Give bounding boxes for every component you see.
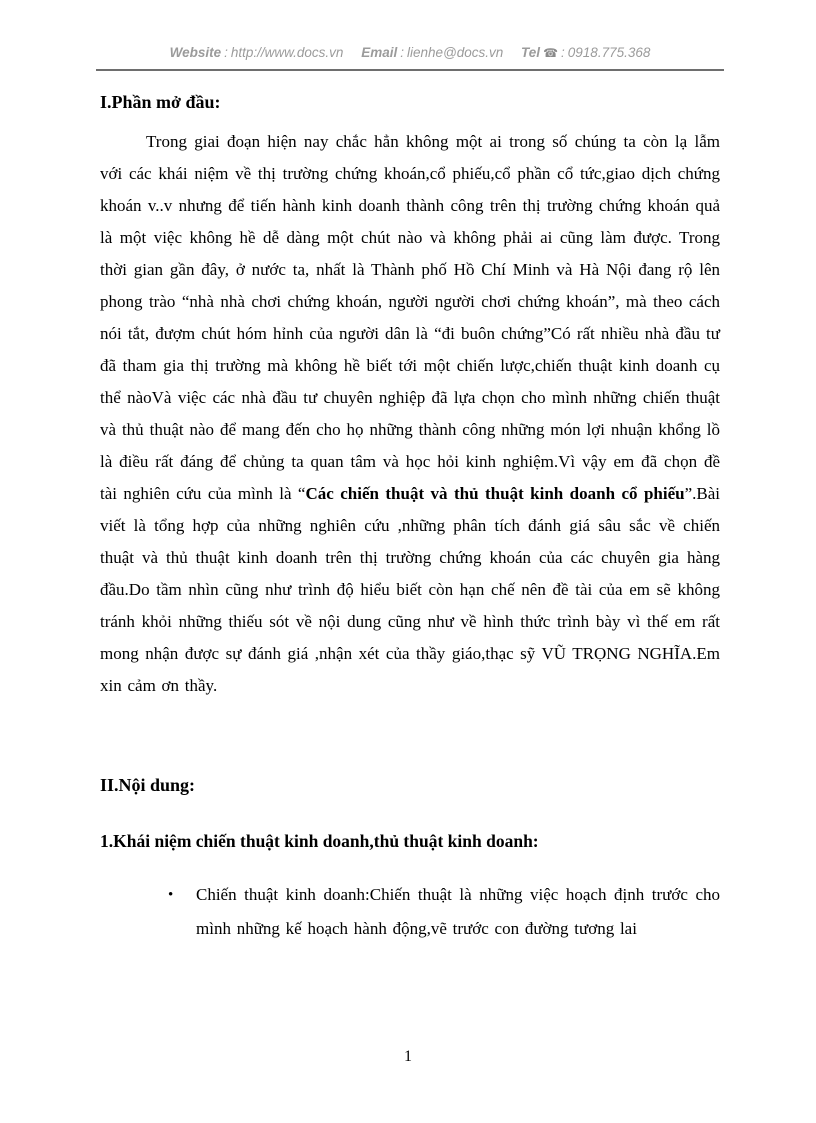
intro-paragraph-part2: ”.Bài viết là tổng hợp của những nghiên cứu ,những phân tích đánh giá sâu sắc về chiến thuật và thủ thuật kinh doanh trên thị trường chứng khoán của các chuyên gia hàng đầu.Do tầm nhìn cũng như trình độ hiểu biết còn hạn chế nên đề tài của em sẽ không tránh khỏi những thiếu sót về nội dung cũng như về hình thức trình bày vì thế em rất mong nhận được sự đánh giá ,nhận xét của thầy giáo,thạc sỹ VŨ TRỌNG NGHĨA.Em xin cảm ơn thầy. [100,484,720,695]
list-item-text: Chiến thuật kinh doanh:Chiến thuật là những việc hoạch định trước cho mình những kế hoạch hành động,vẽ trước con đường tương lai [196,885,720,938]
bullet-icon: • [168,887,174,903]
tel-value: 0918.775.368 [567,45,651,60]
intro-paragraph-part1: Trong giai đoạn hiện nay chắc hẳn không một ai trong số chúng ta còn lạ lẫm với các khái niệm về thị trường chứng khoán,cổ phiếu,cổ phần cổ tức,giao dịch chứng khoán v..v nhưng để tiến hành kinh doanh thành công trên thị trường chứng khoán quả là một việc không hề dễ dàng một chút nào và không phải ai cũng làm được. Trong thời gian gần đây, ở nước ta, nhất là Thành phố Hồ Chí Minh và Hà Nội đang rộ lên phong trào “nhà nhà chơi chứng khoán, người người chơi chứng khoán”, mà theo cách nói tắt, đượm chút hóm hỉnh của người dân là “đi buôn chứng”Có rất nhiều nhà đầu tư đã tham gia thị trường mà không hề biết tới một chiến lược,chiến thuật kinh doanh cụ thể nàoVà việc các nhà đầu tư chuyên nghiệp đã lựa chọn cho mình những chiến thuật và thủ thuật nào để mang đến cho họ những thành công những món lợi nhuận khổng lồ là điều rất đáng để chủng ta quan tâm và học hỏi kinh nghiệm.Vì vậy em đã chọn đề tài nghiên cứu của mình là “ [100,132,720,503]
intro-section-heading: I.Phần mở đầu: [100,92,221,112]
document-body [100,90,720,946]
page-footer [0,1047,816,1067]
email-value: lienhe@docs.vn [407,45,504,60]
content-section-heading: II.Nội dung: [100,775,196,795]
thesis-title-bold: Các chiến thuật và thủ thuật kinh doanh cổ phiếu [305,484,685,503]
email-separator: : [400,45,405,60]
website-label: Website [169,45,222,60]
tel-label: Tel [521,45,541,60]
website-url: http://www.docs.vn [230,45,344,60]
website-separator: : [224,45,228,60]
email-label: Email [361,45,398,60]
header-tel [521,45,650,60]
page-number: 1 [404,1048,412,1065]
intro-paragraph [100,126,720,702]
header-website [170,45,344,60]
header-email [361,45,503,60]
fax-icon: ☎ [543,46,559,60]
concept-sub-heading: 1.Khái niệm chiến thuật kinh doanh,thủ thuật kinh doanh: [100,831,539,851]
tel-separator: : [561,45,565,60]
page-header [96,44,724,71]
list-item [100,878,720,946]
